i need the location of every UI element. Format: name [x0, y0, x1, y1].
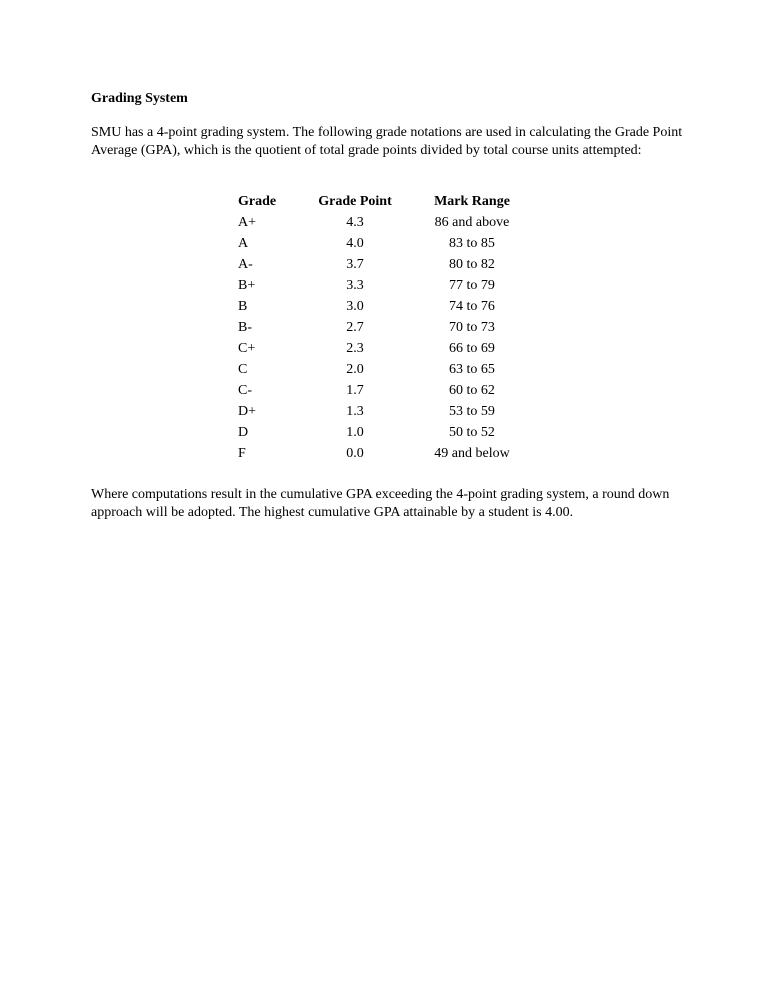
cell-grade-point: 0.0 — [346, 446, 364, 461]
cell-grade-point: 1.7 — [346, 383, 364, 398]
cell-grade: A- — [238, 257, 253, 272]
cell-grade-point: 1.0 — [346, 425, 364, 440]
grading-table — [0, 194, 768, 467]
table-header-row — [0, 194, 768, 215]
intro-paragraph: SMU has a 4-point grading system. The following grade notations are used in calculating the Grade Point Average (GPA), which is the quotient of total grade points divided by total course units attempted: — [91, 125, 683, 158]
header-grade: Grade — [238, 194, 277, 209]
closing-paragraph: Where computations result in the cumulative GPA exceeding the 4-point grading system, a round down approach will be adopted. The highest cumulative GPA attainable by a student is 4.00. — [91, 487, 670, 520]
table-row — [0, 278, 768, 299]
cell-mark-range: 74 to 76 — [449, 299, 495, 314]
cell-grade: B+ — [238, 278, 256, 293]
cell-mark-range: 50 to 52 — [449, 425, 495, 440]
table-row — [0, 404, 768, 425]
table-row — [0, 425, 768, 446]
section-heading: Grading System — [91, 91, 188, 106]
cell-grade-point: 2.3 — [346, 341, 364, 356]
cell-grade: B- — [238, 320, 252, 335]
header-mark-range: Mark Range — [434, 194, 510, 209]
cell-grade-point: 3.3 — [346, 278, 364, 293]
table-row — [0, 320, 768, 341]
table-row — [0, 341, 768, 362]
cell-grade: C — [238, 362, 248, 377]
cell-mark-range: 70 to 73 — [449, 320, 495, 335]
cell-mark-range: 49 and below — [434, 446, 510, 461]
table-row — [0, 299, 768, 320]
cell-grade-point: 1.3 — [346, 404, 364, 419]
cell-grade: C- — [238, 383, 252, 398]
cell-mark-range: 60 to 62 — [449, 383, 495, 398]
table-row — [0, 362, 768, 383]
cell-mark-range: 53 to 59 — [449, 404, 495, 419]
cell-grade: A+ — [238, 215, 257, 230]
cell-grade-point: 2.7 — [346, 320, 364, 335]
header-grade-point: Grade Point — [318, 194, 392, 209]
cell-grade: D+ — [238, 404, 257, 419]
cell-grade-point: 3.0 — [346, 299, 364, 314]
table-row — [0, 257, 768, 278]
cell-mark-range: 77 to 79 — [449, 278, 495, 293]
cell-grade-point: 3.7 — [346, 257, 364, 272]
table-row — [0, 236, 768, 257]
cell-mark-range: 83 to 85 — [449, 236, 495, 251]
table-row — [0, 446, 768, 467]
cell-grade: C+ — [238, 341, 256, 356]
cell-grade-point: 4.3 — [346, 215, 364, 230]
cell-mark-range: 63 to 65 — [449, 362, 495, 377]
cell-grade: B — [238, 299, 248, 314]
cell-mark-range: 80 to 82 — [449, 257, 495, 272]
cell-grade-point: 2.0 — [346, 362, 364, 377]
cell-mark-range: 66 to 69 — [449, 341, 495, 356]
cell-grade-point: 4.0 — [346, 236, 364, 251]
table-row — [0, 383, 768, 404]
cell-grade: D — [238, 425, 249, 440]
cell-mark-range: 86 and above — [434, 215, 510, 230]
cell-grade: A — [238, 236, 249, 251]
cell-grade: F — [238, 446, 246, 461]
table-row — [0, 215, 768, 236]
